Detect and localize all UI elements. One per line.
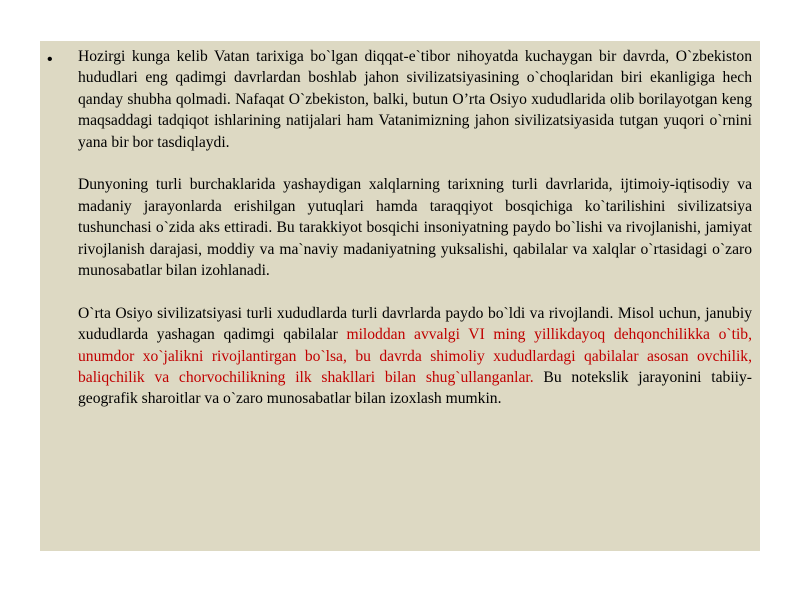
paragraph-3-start: O`rta Osiyo sivilizatsiyasi turli xududlarda turli davrlarda paydo bo`ldi va rivojlandi. Misol uchun, janubiy xududlarda yashagan qadimgi qabilalar xyxy=(78,304,752,344)
paragraph-2: Dunyoning turli burchaklarida yashaydigan xalqlarning tarixning turli davrlarida, ijtimoiy-iqtisodiy va madaniy jarayonlarda erishilgan yutuqlari hamda taraqqiyot bosqichiga ko`tarilishini sivilizatsiya tushunchasi o`zida aks ettiradi. Bu tarakkiyot bosqichi insoniyatning paydo bo`lishi va rivojlanishi, jamiyat rivojlanish darajasi, moddiy va ma`naviy madaniyatning yuksalishi, qabilalar va xalqlar o`rtasidagi o`zaro munosabatlar bilan izohlanadi. xyxy=(78,176,752,280)
paragraph-3-highlight: miloddan avvalgi VI ming yillikdayoq dehqonchilikka o`tib, unumdor xo`jalikni rivojlantirgan bo`lsa, bu davrda shimoliy xududlardagi qabilalar asosan ovchilik, baliqchilik va chorvochilikning ilk shakllari bilan shug`ullanganlar. xyxy=(78,326,752,387)
paragraph-1: Hozirgi kunga kelib Vatan tarixiga bo`lgan diqqat-e`tibor nihoyatda kuchaygan bir davrda, O`zbekiston hududlari eng qadimgi davrlardan boshlab jahon sivilizatsiyasining o`choqlaridan biri ekanligiga hech qanday shubha qolmadi. Nafaqat O`zbekiston, balki, butun O’rta Osiyo xududlarida olib borilayotgan keng maqsaddagi tadqiqot ishlarining natijalari ham Vatanimizning jahon sivilizatsiyasida tutgan yuqori o`rnini yana bir bor tasdiqlaydi. xyxy=(78,48,752,151)
slide-text-block xyxy=(78,46,752,410)
bullet-marker: • xyxy=(47,51,53,68)
paragraph-3 xyxy=(78,303,752,410)
paragraph-3-end: Bu notekslik jarayonini tabiiy-geografik sharoitlar va o`zaro munosabatlar bilan izoxlash mumkin. xyxy=(78,369,752,408)
